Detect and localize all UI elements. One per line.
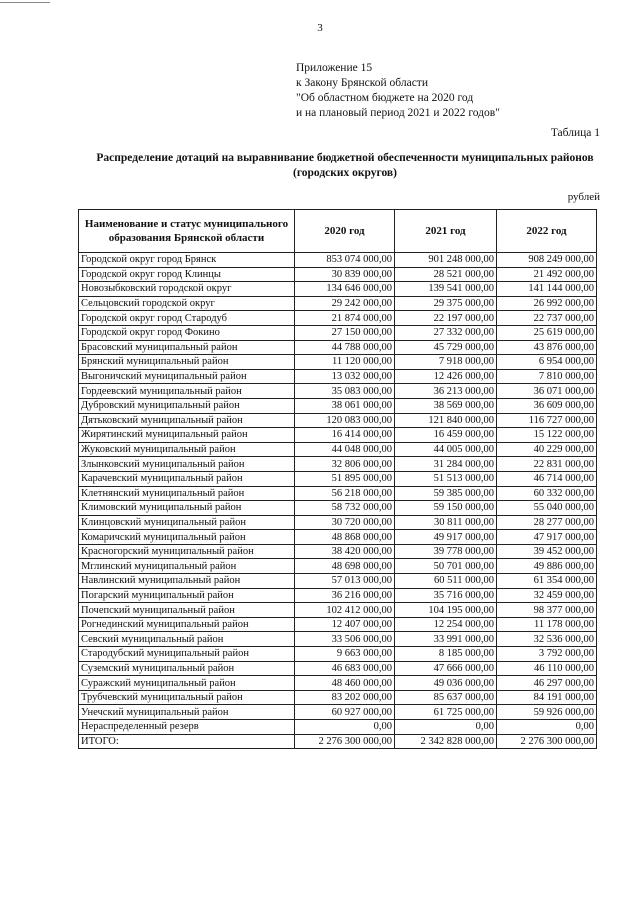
cell-2022: 49 886 000,00 — [497, 559, 597, 574]
appendix-line: "Об областном бюджете на 2020 год — [296, 92, 474, 104]
cell-2022: 6 954 000,00 — [497, 355, 597, 370]
cell-name: Выгоничский муниципальный район — [79, 369, 295, 384]
cell-2022: 141 144 000,00 — [497, 282, 597, 297]
cell-2022: 55 040 000,00 — [497, 501, 597, 516]
table-row — [79, 559, 597, 574]
cell-name: Севский муниципальный район — [79, 632, 295, 647]
cell-2022: 28 277 000,00 — [497, 515, 597, 530]
cell-name: Новозыбковский городской округ — [79, 282, 295, 297]
table-row — [79, 442, 597, 457]
cell-2021: 60 511 000,00 — [395, 574, 497, 589]
cell-2022: 36 071 000,00 — [497, 384, 597, 399]
cell-name: Злынковский муниципальный район — [79, 457, 295, 472]
cell-2020: 12 407 000,00 — [295, 617, 395, 632]
cell-2020: 30 839 000,00 — [295, 267, 395, 282]
cell-2021: 38 569 000,00 — [395, 398, 497, 413]
cell-2022: 46 110 000,00 — [497, 661, 597, 676]
cell-2020: 56 218 000,00 — [295, 486, 395, 501]
cell-2022: 32 459 000,00 — [497, 588, 597, 603]
cell-2021: 51 513 000,00 — [395, 471, 497, 486]
cell-name: Навлинский муниципальный район — [79, 574, 295, 589]
cell-2021: 139 541 000,00 — [395, 282, 497, 297]
cell-name: ИТОГО: — [79, 734, 295, 749]
cell-2020: 32 806 000,00 — [295, 457, 395, 472]
cell-2020: 134 646 000,00 — [295, 282, 395, 297]
header-name: Наименование и статус муниципального образования Брянской области — [79, 210, 295, 253]
cell-2020: 48 698 000,00 — [295, 559, 395, 574]
cell-2020: 51 895 000,00 — [295, 471, 395, 486]
table-row — [79, 267, 597, 282]
table-row — [79, 603, 597, 618]
title-line: Распределение дотаций на выравнивание бюджетной обеспеченности муниципальных районов — [96, 152, 594, 164]
cell-2021: 35 716 000,00 — [395, 588, 497, 603]
cell-name: Городской округ город Стародуб — [79, 311, 295, 326]
units-label: рублей — [567, 191, 600, 203]
table-row — [79, 574, 597, 589]
cell-2020: 46 683 000,00 — [295, 661, 395, 676]
table-row — [79, 647, 597, 662]
appendix-line: и на плановый период 2021 и 2022 годов" — [296, 107, 500, 119]
cell-name: Рогнединский муниципальный район — [79, 617, 295, 632]
cell-2020: 27 150 000,00 — [295, 325, 395, 340]
table-row — [79, 311, 597, 326]
cell-2022: 11 178 000,00 — [497, 617, 597, 632]
cell-2021: 121 840 000,00 — [395, 413, 497, 428]
appendix-line: Приложение 15 — [296, 62, 373, 74]
cell-2022: 40 229 000,00 — [497, 442, 597, 457]
page-number: 3 — [317, 22, 323, 34]
cell-name: Гордеевский муниципальный район — [79, 384, 295, 399]
cell-name: Трубчевский муниципальный район — [79, 690, 295, 705]
header-2021: 2021 год — [395, 210, 497, 253]
table-row — [79, 501, 597, 516]
cell-2020: 57 013 000,00 — [295, 574, 395, 589]
cell-2020: 120 083 000,00 — [295, 413, 395, 428]
cell-2022: 26 992 000,00 — [497, 296, 597, 311]
cell-2020: 60 927 000,00 — [295, 705, 395, 720]
table-header-row — [79, 210, 597, 253]
cell-2022: 46 297 000,00 — [497, 676, 597, 691]
cell-2022: 22 737 000,00 — [497, 311, 597, 326]
cell-name: Комаричский муниципальный район — [79, 530, 295, 545]
table-row — [79, 369, 597, 384]
cell-name: Жуковский муниципальный район — [79, 442, 295, 457]
cell-2021: 59 150 000,00 — [395, 501, 497, 516]
table-row — [79, 661, 597, 676]
cell-2021: 59 385 000,00 — [395, 486, 497, 501]
title-line: (городских округов) — [293, 167, 397, 179]
cell-2021: 50 701 000,00 — [395, 559, 497, 574]
cell-name: Стародубский муниципальный район — [79, 647, 295, 662]
cell-2021: 104 195 000,00 — [395, 603, 497, 618]
cell-2021: 47 666 000,00 — [395, 661, 497, 676]
cell-2020: 102 412 000,00 — [295, 603, 395, 618]
cell-2020: 44 788 000,00 — [295, 340, 395, 355]
cell-2020: 853 074 000,00 — [295, 253, 395, 268]
table-row — [79, 384, 597, 399]
table-row — [79, 398, 597, 413]
cell-name: Клинцовский муниципальный район — [79, 515, 295, 530]
cell-2021: 44 005 000,00 — [395, 442, 497, 457]
cell-name: Городской округ город Брянск — [79, 253, 295, 268]
cell-name: Брасовский муниципальный район — [79, 340, 295, 355]
cell-2020: 48 460 000,00 — [295, 676, 395, 691]
cell-2021: 2 342 828 000,00 — [395, 734, 497, 749]
cell-2021: 36 213 000,00 — [395, 384, 497, 399]
appendix-line: к Закону Брянской области — [296, 77, 428, 89]
cell-2021: 901 248 000,00 — [395, 253, 497, 268]
cell-name: Сельцовский городской округ — [79, 296, 295, 311]
cell-2021: 31 284 000,00 — [395, 457, 497, 472]
header-2022: 2022 год — [497, 210, 597, 253]
cell-2021: 45 729 000,00 — [395, 340, 497, 355]
cell-2021: 49 917 000,00 — [395, 530, 497, 545]
cell-2020: 13 032 000,00 — [295, 369, 395, 384]
cell-2022: 0,00 — [497, 720, 597, 735]
table-row — [79, 253, 597, 268]
table-row — [79, 296, 597, 311]
cell-2022: 98 377 000,00 — [497, 603, 597, 618]
cell-2022: 59 926 000,00 — [497, 705, 597, 720]
cell-2021: 16 459 000,00 — [395, 428, 497, 443]
cell-2020: 38 061 000,00 — [295, 398, 395, 413]
cell-2021: 28 521 000,00 — [395, 267, 497, 282]
cell-name: Суражский муниципальный район — [79, 676, 295, 691]
subsidy-table — [78, 209, 597, 749]
table-row — [79, 325, 597, 340]
cell-2020: 38 420 000,00 — [295, 544, 395, 559]
cell-2022: 60 332 000,00 — [497, 486, 597, 501]
cell-2020: 48 868 000,00 — [295, 530, 395, 545]
cell-name: Суземский муниципальный район — [79, 661, 295, 676]
cell-2021: 39 778 000,00 — [395, 544, 497, 559]
cell-2022: 43 876 000,00 — [497, 340, 597, 355]
cell-2021: 7 918 000,00 — [395, 355, 497, 370]
cell-2021: 0,00 — [395, 720, 497, 735]
cell-name: Жирятинский муниципальный район — [79, 428, 295, 443]
cell-name: Красногорский муниципальный район — [79, 544, 295, 559]
cell-name: Унечский муниципальный район — [79, 705, 295, 720]
cell-name: Брянский муниципальный район — [79, 355, 295, 370]
cell-2020: 2 276 300 000,00 — [295, 734, 395, 749]
table-row — [79, 632, 597, 647]
cell-2020: 30 720 000,00 — [295, 515, 395, 530]
cell-name: Городской округ город Фокино — [79, 325, 295, 340]
table-row — [79, 282, 597, 297]
cell-2020: 16 414 000,00 — [295, 428, 395, 443]
table-row — [79, 471, 597, 486]
cell-2022: 46 714 000,00 — [497, 471, 597, 486]
cell-2020: 35 083 000,00 — [295, 384, 395, 399]
cell-2021: 12 254 000,00 — [395, 617, 497, 632]
cell-name: Почепский муниципальный район — [79, 603, 295, 618]
cell-2020: 29 242 000,00 — [295, 296, 395, 311]
cell-name: Городской округ город Клинцы — [79, 267, 295, 282]
table-row — [79, 340, 597, 355]
cell-name: Нераспределенный резерв — [79, 720, 295, 735]
cell-2021: 49 036 000,00 — [395, 676, 497, 691]
cell-2021: 22 197 000,00 — [395, 311, 497, 326]
table-row — [79, 690, 597, 705]
cell-2021: 30 811 000,00 — [395, 515, 497, 530]
table-row — [79, 515, 597, 530]
cell-2020: 58 732 000,00 — [295, 501, 395, 516]
cell-2022: 21 492 000,00 — [497, 267, 597, 282]
cell-2022: 39 452 000,00 — [497, 544, 597, 559]
cell-2020: 83 202 000,00 — [295, 690, 395, 705]
cell-2020: 9 663 000,00 — [295, 647, 395, 662]
cell-name: Мглинский муниципальный район — [79, 559, 295, 574]
cell-name: Дубровский муниципальный район — [79, 398, 295, 413]
cell-name: Дятьковский муниципальный район — [79, 413, 295, 428]
table-row — [79, 720, 597, 735]
cell-name: Климовский муниципальный район — [79, 501, 295, 516]
cell-2020: 0,00 — [295, 720, 395, 735]
cell-2020: 33 506 000,00 — [295, 632, 395, 647]
table-row — [79, 457, 597, 472]
cell-name: Погарский муниципальный район — [79, 588, 295, 603]
table-row — [79, 705, 597, 720]
table-row — [79, 486, 597, 501]
table-row — [79, 428, 597, 443]
table-row — [79, 355, 597, 370]
cell-2021: 85 637 000,00 — [395, 690, 497, 705]
table-label: Таблица 1 — [550, 127, 600, 139]
cell-2022: 908 249 000,00 — [497, 253, 597, 268]
cell-2022: 2 276 300 000,00 — [497, 734, 597, 749]
table-row — [79, 413, 597, 428]
table-row — [79, 588, 597, 603]
cell-2022: 7 810 000,00 — [497, 369, 597, 384]
cell-2022: 22 831 000,00 — [497, 457, 597, 472]
cell-2022: 47 917 000,00 — [497, 530, 597, 545]
cell-2021: 12 426 000,00 — [395, 369, 497, 384]
cell-2021: 27 332 000,00 — [395, 325, 497, 340]
cell-2021: 8 185 000,00 — [395, 647, 497, 662]
cell-name: Карачевский муниципальный район — [79, 471, 295, 486]
table-row — [79, 617, 597, 632]
cell-2022: 32 536 000,00 — [497, 632, 597, 647]
table-row — [79, 734, 597, 749]
cell-2020: 21 874 000,00 — [295, 311, 395, 326]
cell-2022: 15 122 000,00 — [497, 428, 597, 443]
table-row — [79, 544, 597, 559]
cell-2022: 84 191 000,00 — [497, 690, 597, 705]
cell-2020: 36 216 000,00 — [295, 588, 395, 603]
appendix-block — [296, 61, 500, 121]
table-row — [79, 530, 597, 545]
cell-2020: 11 120 000,00 — [295, 355, 395, 370]
cell-2021: 61 725 000,00 — [395, 705, 497, 720]
cell-2021: 29 375 000,00 — [395, 296, 497, 311]
cell-2022: 116 727 000,00 — [497, 413, 597, 428]
cell-2022: 61 354 000,00 — [497, 574, 597, 589]
table-row — [79, 676, 597, 691]
cell-2020: 44 048 000,00 — [295, 442, 395, 457]
cell-2022: 36 609 000,00 — [497, 398, 597, 413]
header-2020: 2020 год — [295, 210, 395, 253]
cell-name: Клетнянский муниципальный район — [79, 486, 295, 501]
top-rule — [0, 2, 50, 3]
document-title — [60, 151, 630, 181]
cell-2021: 33 991 000,00 — [395, 632, 497, 647]
cell-2022: 3 792 000,00 — [497, 647, 597, 662]
cell-2022: 25 619 000,00 — [497, 325, 597, 340]
